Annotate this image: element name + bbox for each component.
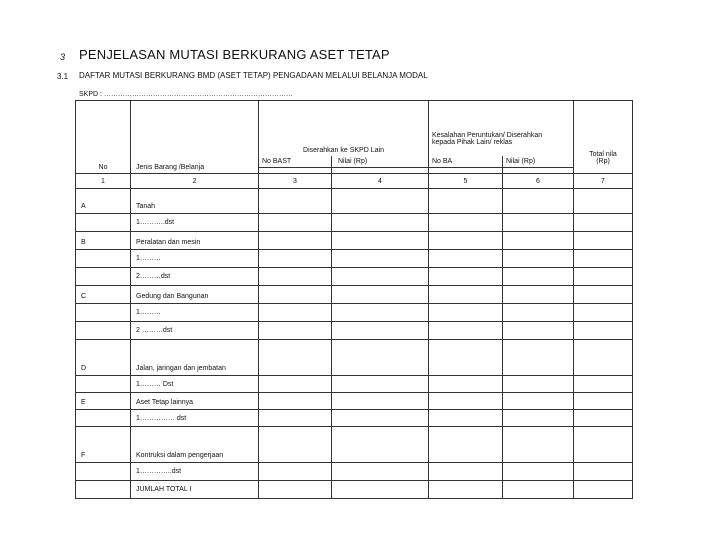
- table-row: [76, 376, 633, 393]
- table-row: [76, 463, 633, 481]
- header-group-kesalahan-line1: Kesalahan Peruntukan/ Diserahkan: [432, 132, 543, 139]
- row-value-cell: [259, 410, 332, 427]
- table-row: [76, 393, 633, 410]
- row-value-cell: [259, 286, 332, 304]
- row-value-cell: [503, 340, 574, 376]
- row-value-cell: [259, 232, 332, 250]
- row-value-cell: [429, 214, 503, 232]
- row-value-cell: [503, 410, 574, 427]
- header-nilai-2: [503, 156, 574, 168]
- column-number: 5: [429, 174, 503, 189]
- row-value-cell: [429, 232, 503, 250]
- row-jenis: 1………..dst: [131, 214, 259, 232]
- row-value-cell: [574, 189, 633, 214]
- table-row: [76, 214, 633, 232]
- table-row: [76, 189, 633, 214]
- table-row: [76, 286, 633, 304]
- header-group-kesalahan: [429, 101, 574, 157]
- row-value-cell: [429, 481, 503, 499]
- row-no: A: [76, 189, 131, 214]
- row-no: [76, 322, 131, 340]
- row-jenis: 1……… Dst: [131, 376, 259, 393]
- row-value-cell: [503, 250, 574, 268]
- header-nilai-2-label: Nilai (Rp): [506, 158, 536, 165]
- row-value-cell: [429, 427, 503, 463]
- section-title: PENJELASAN MUTASI BERKURANG ASET TETAP: [79, 47, 390, 62]
- row-no: [76, 250, 131, 268]
- row-value-cell: [574, 463, 633, 481]
- skpd-line: SKPD : ………………………………………………………………………: [79, 91, 293, 98]
- row-value-cell: [574, 268, 633, 286]
- row-value-cell: [574, 340, 633, 376]
- row-value-cell: [429, 322, 503, 340]
- row-no: [76, 410, 131, 427]
- row-value-cell: [332, 427, 429, 463]
- row-jenis: 1…………..dst: [131, 463, 259, 481]
- row-jenis: Peralatan dan mesin: [131, 232, 259, 250]
- table-row: [76, 250, 633, 268]
- row-value-cell: [574, 322, 633, 340]
- header-nilai-1-label: Nilai (Rp): [338, 158, 368, 165]
- table-row: [76, 268, 633, 286]
- mutation-table: [75, 100, 633, 499]
- row-value-cell: [429, 268, 503, 286]
- row-value-cell: [574, 410, 633, 427]
- column-number: 6: [503, 174, 574, 189]
- row-value-cell: [259, 481, 332, 499]
- row-value-cell: [332, 410, 429, 427]
- row-value-cell: [574, 214, 633, 232]
- row-value-cell: [503, 189, 574, 214]
- table-row: [76, 322, 633, 340]
- row-value-cell: [503, 232, 574, 250]
- header-no-bast-label: No BAST: [262, 158, 292, 165]
- header-jenis-label: Jenis Barang /Belanja: [136, 164, 205, 171]
- column-number: 4: [332, 174, 429, 189]
- row-value-cell: [332, 250, 429, 268]
- row-value-cell: [429, 393, 503, 410]
- subsection-number: 3.1: [57, 72, 69, 81]
- row-jenis: Aset Tetap lainnya: [131, 393, 259, 410]
- column-number: 2: [131, 174, 259, 189]
- row-value-cell: [503, 214, 574, 232]
- header-group-kesalahan-line2: kepada Pihak Lain/ reklas: [432, 139, 513, 146]
- row-jenis: 1………: [131, 250, 259, 268]
- row-no: E: [76, 393, 131, 410]
- row-value-cell: [503, 427, 574, 463]
- row-value-cell: [429, 189, 503, 214]
- subsection-title: DAFTAR MUTASI BERKURANG BMD (ASET TETAP) PENGADAAN MELALUI BELANJA MODAL: [79, 71, 428, 80]
- header-jenis: [131, 101, 259, 174]
- row-no: C: [76, 286, 131, 304]
- row-value-cell: [429, 304, 503, 322]
- header-total-line1: Total nila: [589, 151, 617, 158]
- row-value-cell: [332, 376, 429, 393]
- row-value-cell: [503, 376, 574, 393]
- header-no: [76, 101, 131, 174]
- table-row: [76, 481, 633, 499]
- header-group-skpd: [259, 101, 429, 157]
- row-no: [76, 481, 131, 499]
- row-value-cell: [503, 322, 574, 340]
- row-no: [76, 214, 131, 232]
- row-value-cell: [259, 376, 332, 393]
- table-row: [76, 304, 633, 322]
- row-value-cell: [429, 463, 503, 481]
- row-jenis: Tanah: [131, 189, 259, 214]
- row-value-cell: [259, 393, 332, 410]
- row-value-cell: [574, 393, 633, 410]
- column-number: 3: [259, 174, 332, 189]
- row-value-cell: [332, 214, 429, 232]
- header-total: [574, 101, 633, 174]
- row-value-cell: [503, 304, 574, 322]
- row-value-cell: [574, 304, 633, 322]
- row-jenis: 1…………… dst: [131, 410, 259, 427]
- row-no: [76, 268, 131, 286]
- row-no: B: [76, 232, 131, 250]
- header-no-ba: [429, 156, 503, 168]
- section-number: 3: [60, 52, 66, 62]
- row-no: [76, 304, 131, 322]
- column-number: 1: [76, 174, 131, 189]
- header-no-label: No: [98, 164, 108, 171]
- row-value-cell: [574, 481, 633, 499]
- row-jenis: JUMLAH TOTAL I: [131, 481, 259, 499]
- row-value-cell: [259, 304, 332, 322]
- header-no-ba-label: No BA: [432, 158, 453, 165]
- row-value-cell: [332, 232, 429, 250]
- row-value-cell: [332, 189, 429, 214]
- row-value-cell: [503, 268, 574, 286]
- row-value-cell: [429, 410, 503, 427]
- row-value-cell: [259, 463, 332, 481]
- row-no: D: [76, 340, 131, 376]
- row-jenis: Kontruksi dalam pengerjaan: [131, 427, 259, 463]
- row-value-cell: [574, 286, 633, 304]
- row-value-cell: [259, 189, 332, 214]
- row-value-cell: [574, 232, 633, 250]
- row-value-cell: [259, 250, 332, 268]
- table-row: [76, 340, 633, 376]
- row-value-cell: [332, 286, 429, 304]
- row-no: [76, 376, 131, 393]
- row-jenis: Gedung dan Bangunan: [131, 286, 259, 304]
- row-value-cell: [332, 463, 429, 481]
- row-value-cell: [503, 463, 574, 481]
- row-value-cell: [429, 250, 503, 268]
- column-number-row: [76, 174, 633, 189]
- row-value-cell: [332, 268, 429, 286]
- row-value-cell: [259, 214, 332, 232]
- header-total-line2: (Rp): [596, 158, 610, 165]
- row-value-cell: [332, 393, 429, 410]
- row-value-cell: [332, 304, 429, 322]
- row-value-cell: [429, 286, 503, 304]
- header-nilai-1: [332, 156, 429, 168]
- row-jenis: Jalan, jaringan dan jembatan: [131, 340, 259, 376]
- row-value-cell: [259, 268, 332, 286]
- row-value-cell: [429, 340, 503, 376]
- row-value-cell: [332, 340, 429, 376]
- row-value-cell: [259, 322, 332, 340]
- table-row: [76, 232, 633, 250]
- row-value-cell: [574, 427, 633, 463]
- row-jenis: 1………: [131, 304, 259, 322]
- row-jenis: 2………dst: [131, 268, 259, 286]
- row-value-cell: [259, 340, 332, 376]
- table-row: [76, 410, 633, 427]
- row-jenis: 2 ………dst: [131, 322, 259, 340]
- row-value-cell: [332, 322, 429, 340]
- row-no: F: [76, 427, 131, 463]
- table-row: [76, 427, 633, 463]
- table-body: [76, 189, 633, 499]
- row-value-cell: [503, 286, 574, 304]
- row-value-cell: [503, 393, 574, 410]
- row-value-cell: [574, 376, 633, 393]
- row-value-cell: [429, 376, 503, 393]
- row-value-cell: [259, 427, 332, 463]
- row-value-cell: [503, 481, 574, 499]
- header-no-bast: [259, 156, 332, 168]
- row-value-cell: [574, 250, 633, 268]
- row-value-cell: [332, 481, 429, 499]
- header-group-skpd-label: Diserahkan ke SKPD Lain: [303, 147, 384, 154]
- row-no: [76, 463, 131, 481]
- column-number: 7: [574, 174, 633, 189]
